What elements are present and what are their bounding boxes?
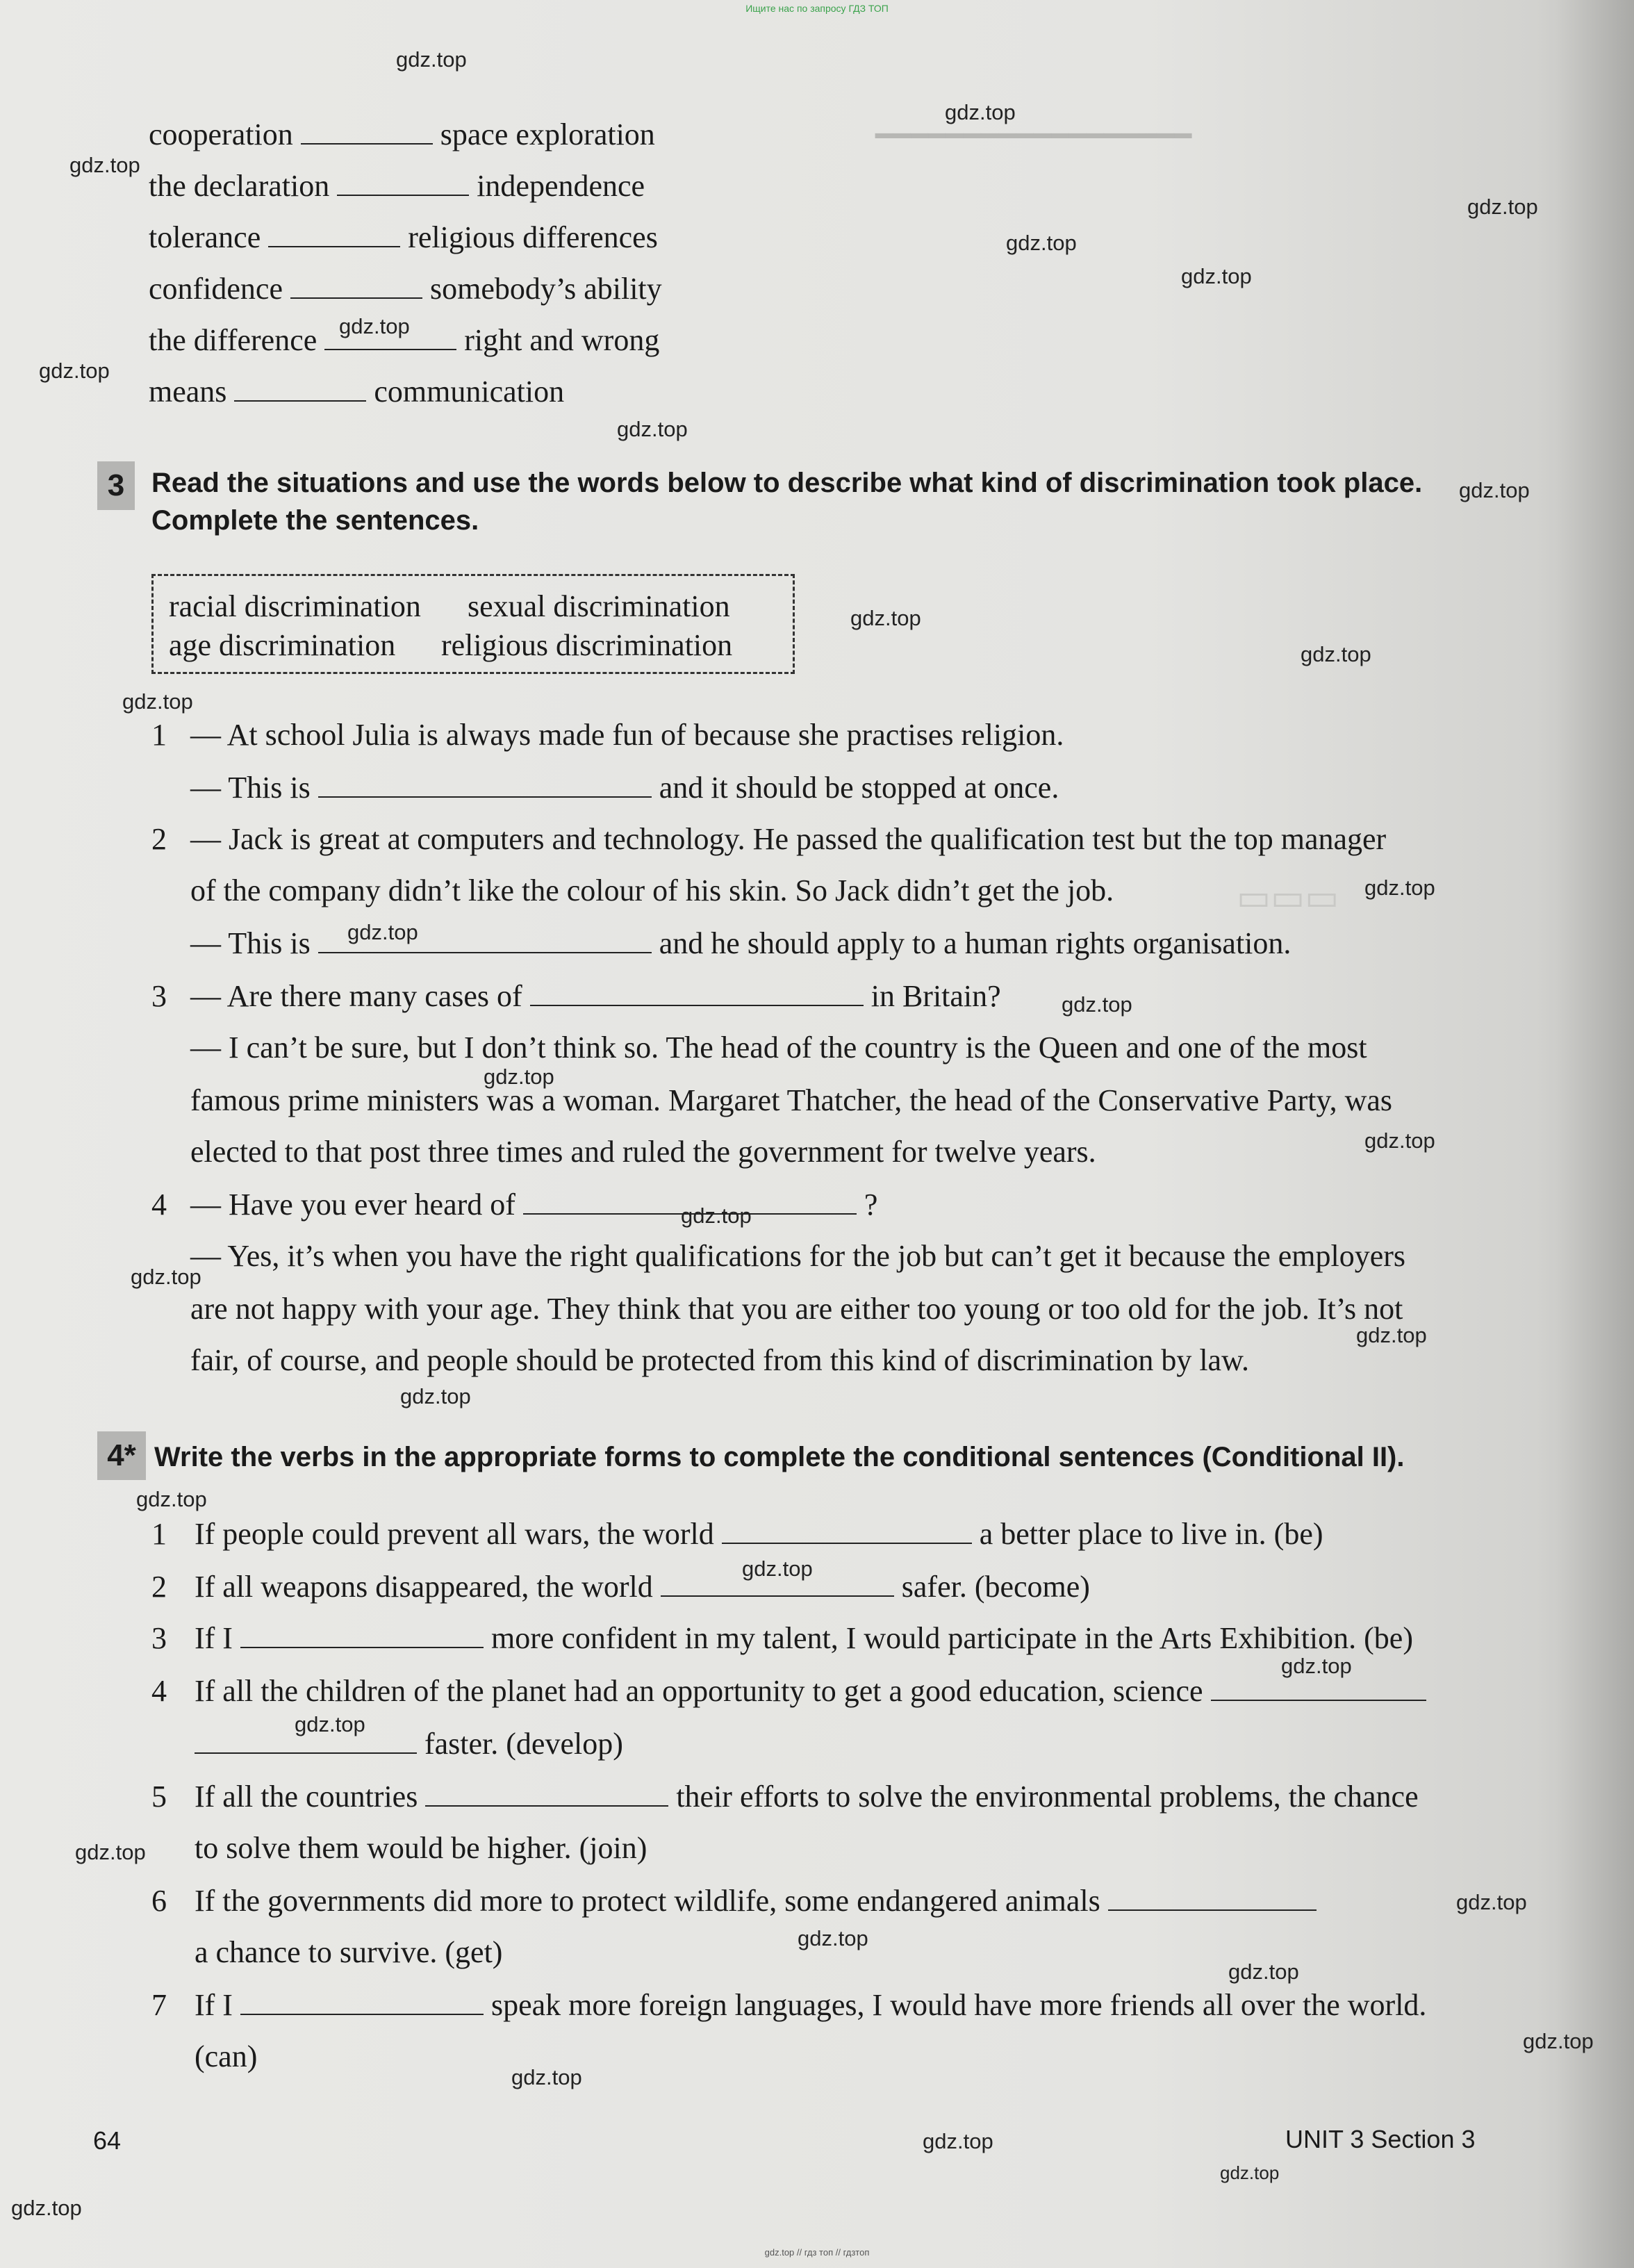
item-number: 4 — [151, 1188, 167, 1222]
page-edge — [1553, 0, 1634, 2268]
item-number: 3 — [151, 979, 167, 1013]
page-number: 64 — [93, 2126, 122, 2155]
conditional-sentence: If all the children of the planet had an opportunity to get a good education, science — [195, 1676, 1426, 1707]
watermark-label: gdz.top — [11, 2196, 82, 2220]
watermark-label: gdz.top — [1301, 642, 1371, 666]
conditional-sentence-continued: a chance to survive. (get) — [195, 1935, 503, 1969]
watermark-label: gdz.top — [923, 2129, 993, 2153]
situation-text: fair, of course, and people should be protected from this kind of discrimination by law. — [190, 1343, 1249, 1377]
item-number: 3 — [151, 1621, 167, 1655]
item-number: 6 — [151, 1884, 167, 1918]
conditional-sentence: If I more confident in my talent, I would participate in the Arts Exhibition. (be) — [195, 1621, 1413, 1655]
answer-blank[interactable] — [290, 275, 422, 299]
watermark-label: gdz.top — [1356, 1323, 1427, 1347]
item-number: 2 — [151, 822, 167, 856]
watermark-label: gdz.top — [798, 1926, 868, 1950]
bleed-through-box: ▭▭▭ — [1237, 878, 1339, 918]
answer-line: — This is and it should be stopped at once. — [190, 771, 1059, 805]
conditional-sentence: If the governments did more to protect wildlife, some endangered animals — [195, 1886, 1317, 1916]
question-line: — Have you ever heard of ? — [190, 1188, 878, 1222]
answer-blank[interactable] — [240, 1991, 484, 2015]
answer-blank[interactable] — [722, 1520, 972, 1544]
collocation-line: confidence somebody’s ability — [149, 272, 662, 306]
watermark-label: gdz.top — [742, 1556, 813, 1581]
collocation-line: the declaration independence — [149, 169, 645, 203]
question-line: — Are there many cases of in Britain? — [190, 979, 1001, 1013]
watermark-label: gdz.top — [484, 1065, 554, 1089]
watermark-label: gdz.top — [1181, 264, 1252, 288]
answer-blank[interactable] — [661, 1573, 894, 1597]
word-option: religious discrimination — [441, 628, 733, 662]
watermark-label: gdz.top — [1364, 1128, 1435, 1153]
watermark-label: gdz.top — [1062, 992, 1132, 1017]
watermark-label: gdz.top — [396, 47, 467, 72]
watermark-label: gdz.top — [1523, 2029, 1594, 2053]
answer-line: — This is and he should apply to a human rights organisation. — [190, 926, 1291, 960]
watermark-label: gdz.top — [1364, 876, 1435, 900]
watermark-label: gdz.top — [347, 920, 418, 944]
situation-text: — At school Julia is always made fun of because she practises religion. — [190, 718, 1064, 752]
task-instruction: Write the verbs in the appropriate forms to complete the conditional sentences (Conditional II). — [154, 1442, 1405, 1472]
conditional-sentence-continued: (can) — [195, 2039, 258, 2073]
watermark-label: gdz.top — [295, 1712, 365, 1736]
watermark-label: gdz.top — [339, 314, 410, 338]
answer-blank[interactable] — [318, 774, 652, 798]
answer-blank[interactable] — [530, 983, 864, 1006]
watermark-label: gdz.top — [1006, 231, 1077, 255]
answer-blank[interactable] — [337, 172, 469, 196]
collocation-line: tolerance religious differences — [149, 220, 658, 254]
item-number: 7 — [151, 1988, 167, 2022]
watermark-label: gdz.top — [681, 1203, 752, 1228]
unit-label: UNIT 3 Section 3 — [1285, 2125, 1476, 2153]
conditional-sentence: If people could prevent all wars, the world a better place to live in. (be) — [195, 1517, 1323, 1551]
answer-blank[interactable] — [523, 1191, 857, 1215]
watermark-label: gdz.top — [69, 153, 140, 177]
watermark-label: gdz.top — [136, 1487, 207, 1511]
word-box — [151, 574, 795, 674]
collocation-line: cooperation space exploration — [149, 117, 655, 151]
situation-text: — Yes, it’s when you have the right qualifications for the job but can’t get it because the employers — [190, 1239, 1406, 1273]
watermark-label: gdz.top — [1459, 478, 1530, 502]
watermark-label: gdz.top — [1281, 1654, 1352, 1678]
word-option: age discrimination — [169, 628, 396, 662]
watermark-label: gdz.top — [511, 2065, 582, 2089]
situation-text: — I can’t be sure, but I don’t think so. The head of the country is the Queen and one of the most — [190, 1030, 1367, 1065]
answer-blank[interactable] — [1211, 1677, 1426, 1701]
item-number: 2 — [151, 1570, 167, 1604]
watermark-label: gdz.top — [1220, 2162, 1280, 2183]
item-number: 1 — [151, 718, 167, 752]
answer-blank[interactable] — [301, 121, 433, 145]
answer-blank[interactable] — [268, 224, 400, 247]
situation-text: — Jack is great at computers and technology. He passed the qualification test but the top manager — [190, 822, 1387, 856]
watermark-label: gdz.top — [122, 689, 193, 714]
answer-blank[interactable] — [318, 930, 652, 953]
bleed-through-text: ━━━━━━━━━━━━━━━━━━ — [875, 119, 1192, 151]
watermark-bottom: gdz.top // гдз топ // гдзтоп — [764, 2247, 870, 2258]
watermark-label: gdz.top — [945, 100, 1016, 124]
item-number: 4 — [151, 1674, 167, 1708]
watermark-label: gdz.top — [1467, 195, 1538, 219]
conditional-sentence-continued: faster. (develop) — [195, 1729, 623, 1759]
situation-text: are not happy with your age. They think that you are either too young or too old for the job. It’s not — [190, 1292, 1403, 1326]
answer-blank[interactable] — [1108, 1887, 1317, 1911]
conditional-sentence: If all the countries their efforts to solve the environmental problems, the chance — [195, 1780, 1419, 1814]
watermark-label: gdz.top — [39, 359, 110, 383]
collocation-line: the difference right and wrong — [149, 323, 660, 357]
item-number: 1 — [151, 1517, 167, 1551]
answer-blank[interactable] — [324, 327, 456, 350]
watermark-top: Ищите нас по запросу ГДЗ ТОП — [745, 3, 889, 14]
situation-text: famous prime ministers was a woman. Margaret Thatcher, the head of the Conservative Party, was — [190, 1083, 1393, 1117]
conditional-sentence-continued: to solve them would be higher. (join) — [195, 1831, 647, 1865]
answer-blank[interactable] — [234, 378, 366, 402]
task-instruction: Read the situations and use the words below to describe what kind of discrimination took place. Complete the sentences. — [151, 468, 1423, 536]
conditional-sentence: If I speak more foreign languages, I would have more friends all over the world. — [195, 1988, 1427, 2022]
collocation-line: means communication — [149, 375, 565, 409]
answer-blank[interactable] — [240, 1625, 484, 1648]
situation-text: of the company didn’t like the colour of his skin. So Jack didn’t get the job. — [190, 873, 1114, 907]
task-number: 4* — [97, 1431, 146, 1480]
item-number: 5 — [151, 1780, 167, 1814]
answer-blank[interactable] — [195, 1730, 417, 1754]
watermark-label: gdz.top — [617, 417, 688, 441]
task-number: 3 — [97, 461, 135, 510]
watermark-label: gdz.top — [131, 1265, 201, 1289]
conditional-sentence: If all weapons disappeared, the world safer. (become) — [195, 1570, 1090, 1604]
watermark-label: gdz.top — [850, 606, 921, 630]
watermark-label: gdz.top — [75, 1840, 146, 1864]
word-option: sexual discrimination — [468, 589, 730, 623]
word-option: racial discrimination — [169, 589, 421, 623]
watermark-label: gdz.top — [1228, 1959, 1299, 1984]
watermark-label: gdz.top — [400, 1384, 471, 1408]
answer-blank[interactable] — [425, 1783, 668, 1807]
situation-text: elected to that post three times and ruled the government for twelve years. — [190, 1135, 1096, 1169]
watermark-label: gdz.top — [1456, 1890, 1527, 1914]
